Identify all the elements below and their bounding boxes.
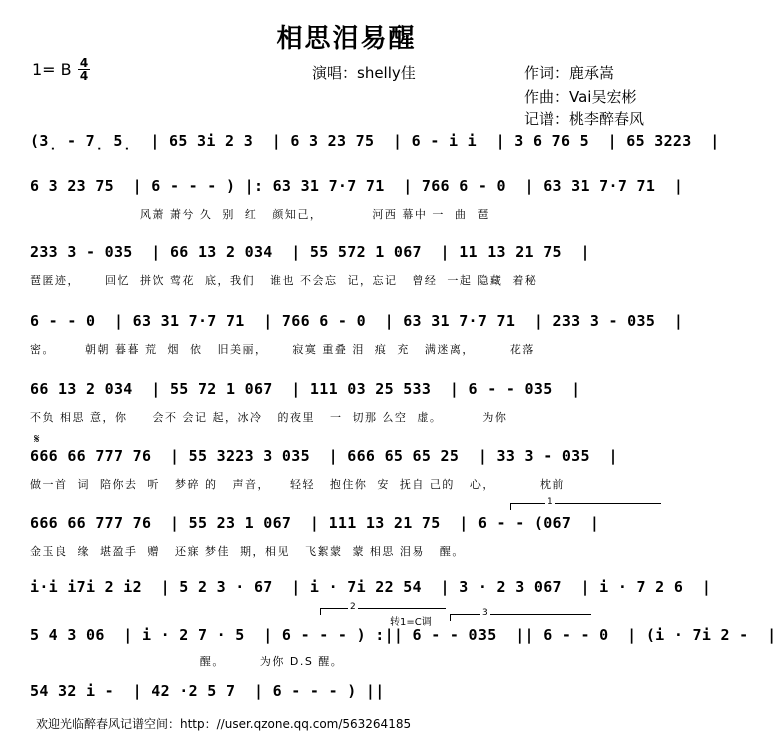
volta-bracket-1 (510, 503, 661, 510)
time-signature (78, 57, 90, 82)
time-sig-denominator: 4 (79, 69, 89, 83)
time-sig-numerator: 4 (79, 56, 89, 70)
lyric-row-3: 琶匿迹， 回忆 拼饮 莺花 底，我们 谁也 不会忘 记，忘记 曾经 一起 隐藏 着秘 (30, 274, 538, 287)
composer-credit: 作曲：Vai吴宏彬 (524, 88, 637, 106)
volta-number-2: 2 (350, 602, 356, 612)
notation-row-3: 233 3 - 035 | 66 13 2 034 | 55 572 1 067 | 11 13 21 75 | (30, 243, 590, 261)
notation-row-9: 5 4 3 06 | i · 2 7 · 5 | 6 - - - ) :|| 6 - - 035 || 6 - - 0 | (i · 7i 2 - | (30, 626, 776, 644)
notation-row-5: 66 13 2 034 | 55 72 1 067 | 111 03 25 533 | 6 - - 035 | (30, 380, 581, 398)
lyric-row-6: 做一首 词 陪你去 听 梦碎 的 声音， 轻轻 抱住你 安 抚自 己的 心， 枕前 (30, 478, 565, 491)
notation-row-6: 666 66 777 76 | 55 3223 3 035 | 666 65 65 25 | 33 3 - 035 | (30, 447, 618, 465)
notation-row-4: 6 - - 0 | 63 31 7·7 71 | 766 6 - 0 | 63 31 7·7 71 | 233 3 - 035 | (30, 312, 684, 330)
lyric-row-5: 不负 相思 意，你 会不 会记 起，冰冷 的夜里 一 切那 么空 虚。 为你 (30, 411, 508, 424)
notation-row-8: i·i i7i 2 i2 | 5 2 3 · 67 | i · 7i 22 54 | 3 · 2 3 067 | i · 7 2 6 | (30, 578, 712, 596)
segno-mark: 𝄋 (34, 432, 40, 447)
volta-number-1: 1 (547, 497, 553, 507)
transcriber-credit: 记谱：桃李醉春风 (524, 110, 645, 128)
notation-row-7: 666 66 777 76 | 55 23 1 067 | 111 13 21 75 | 6 - - (067 | (30, 514, 600, 532)
notation-row-10: 54 32 i - | 42 ·2 5 7 | 6 - - - ) || (30, 682, 385, 700)
lyric-row-9: 醒。 为你 D.S 醒。 (30, 655, 344, 668)
lyricist-credit: 作词：鹿承嵩 (524, 64, 615, 82)
lyric-row-2: 风萧 萧兮 久 别 红 颜知己， 河西 幕中 一 曲 琶 (30, 208, 490, 221)
volta-number-3: 3 (482, 608, 488, 618)
notation-row-1: (3̣ - 7̣ 5̣ | 65 3i 2 3 | 6 3 23 75 | 6 - i i | 3 6 76 5 | 65 3223 | (30, 132, 720, 150)
notation-row-2: 6 3 23 75 | 6 - - - ) |: 63 31 7·7 71 | 766 6 - 0 | 63 31 7·7 71 | (30, 177, 684, 195)
singer-credit: 演唱：shelly佳 (312, 64, 416, 82)
lyric-row-4: 密。 朝朝 暮暮 荒 烟 依 旧美丽， 寂寞 重叠 泪 痕 充 满迷离， 花落 (30, 343, 535, 356)
modulation-note: 转1=C调 (390, 617, 432, 628)
lyric-row-7: 金玉良 缘 堪盈手 赠 还寐 梦佳 期，相见 飞絮蒙 蒙 相思 泪易 醒。 (30, 545, 465, 558)
song-title: 相思泪易醒 (276, 24, 417, 54)
volta-bracket-3 (450, 614, 591, 621)
key-signature: 1= B (32, 60, 72, 79)
footer-credit: 欢迎光临醉春风记谱空间：http：//user.qzone.qq.com/563264185 (36, 717, 412, 731)
